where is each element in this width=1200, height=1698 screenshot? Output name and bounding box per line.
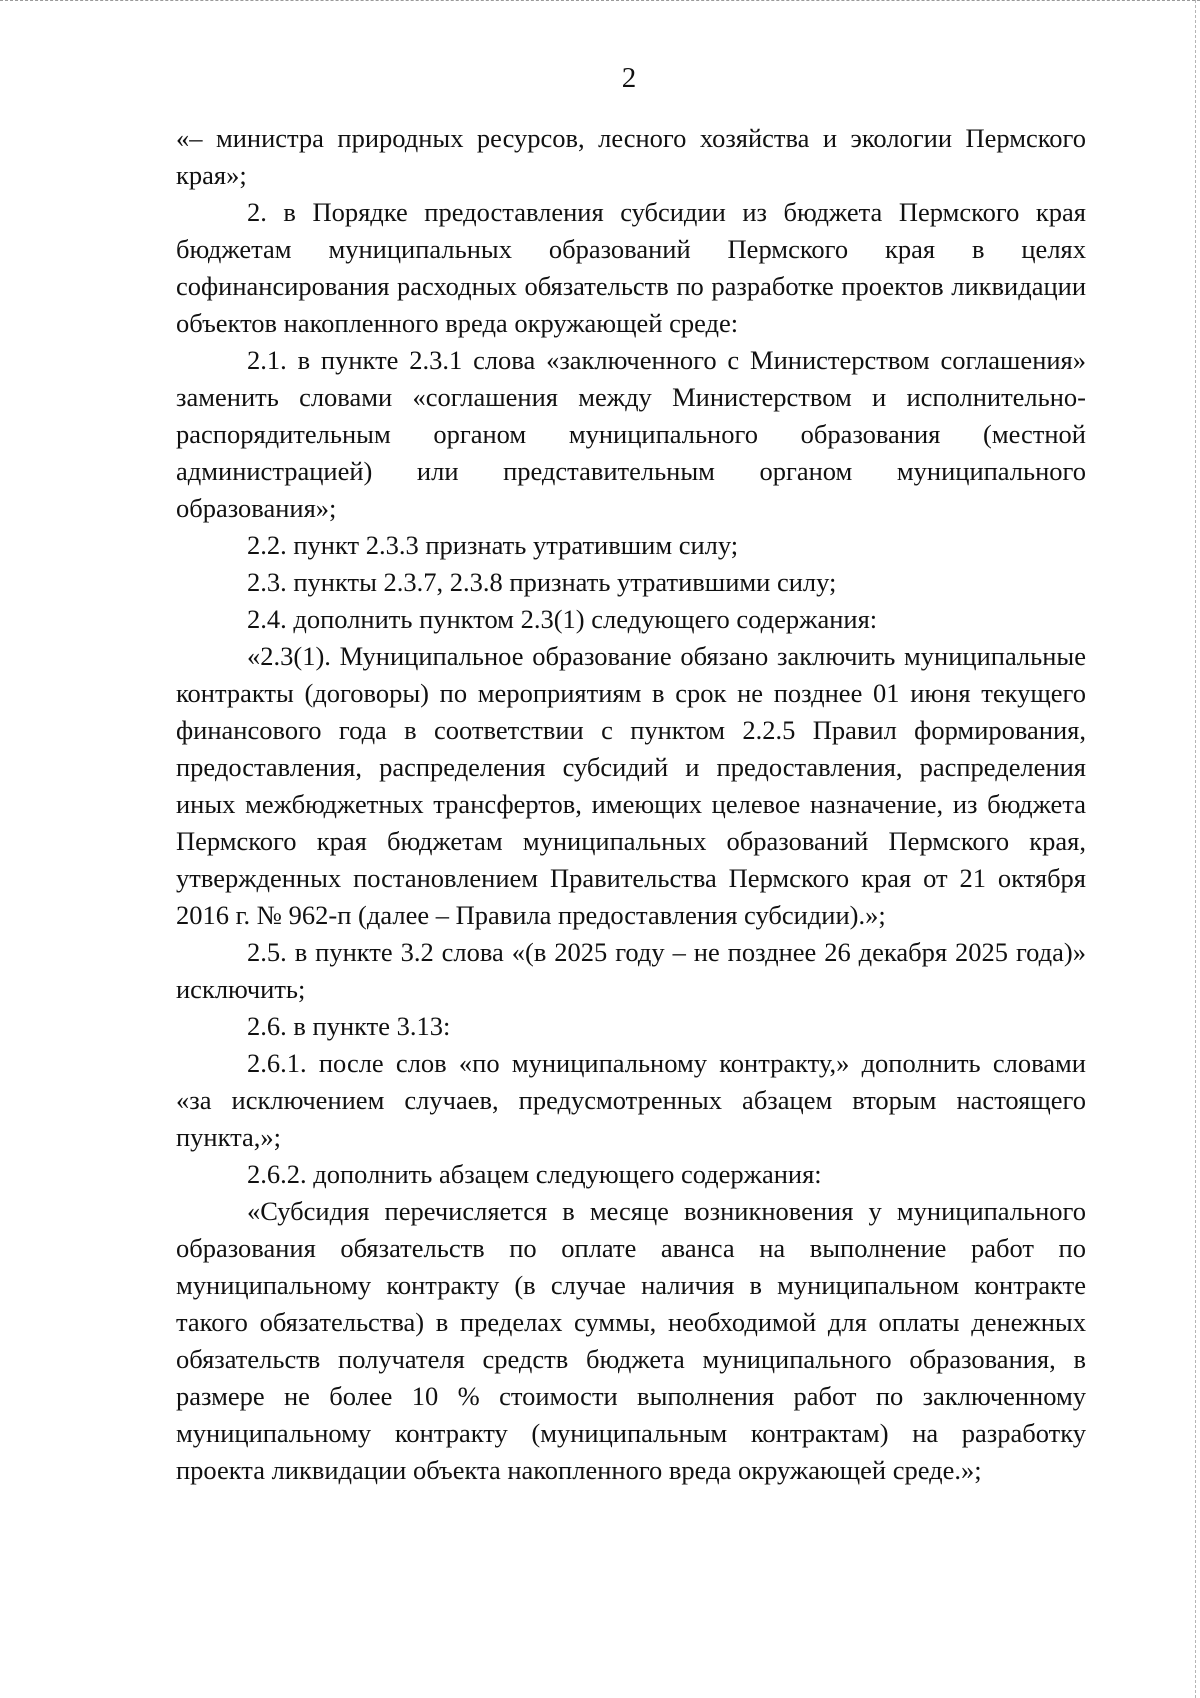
paragraph: 2.6.1. после слов «по муниципальному контракту,» дополнить словами «за исключением случаев, предусмотренных абзацем вторым настоящего пункта,»;: [176, 1048, 1086, 1152]
paragraph: «Субсидия перечисляется в месяце возникновения у муниципального образования обязательств по оплате аванса на выполнение работ по муниципальному контракту (в случае наличия в муниципальном контракте такого обязательства) в пределах суммы, необходимой для оплаты денежных обязательств получателя средств бюджета муниципального образования, в размере не более 10 % стоимости выполнения работ по заключенному муниципальному контракту (муниципальным контрактам) на разработку проекта ликвидации объекта накопленного вреда окружающей среде.»;: [176, 1196, 1086, 1485]
paragraph: 2.6.2. дополнить абзацем следующего содержания:: [247, 1159, 822, 1189]
scan-edge-top: [0, 0, 1200, 3]
paragraph: 2.2. пункт 2.3.3 признать утратившим силу;: [247, 530, 739, 560]
scan-edge-right: [1195, 0, 1196, 1698]
paragraph: 2.6. в пункте 3.13:: [247, 1011, 451, 1041]
paragraph: «2.3(1). Муниципальное образование обязано заключить муниципальные контракты (договоры) по мероприятиям в срок не позднее 01 июня текущего финансового года в соответствии с пунктом 2.2.5 Правил формирования, предоставления, распределения субсидий и предоставления, распределения иных межбюджетных трансфертов, имеющих целевое назначение, из бюджета Пермского края бюджетам муниципальных образований Пермского края, утвержденных постановлением Правительства Пермского края от 21 октября 2016 г. № 962-п (далее – Правила предоставления субсидии).»;: [176, 641, 1086, 930]
document-body: [176, 120, 1086, 1489]
page-number: 2: [621, 62, 637, 94]
paragraph: 2.4. дополнить пунктом 2.3(1) следующего содержания:: [247, 604, 878, 634]
paragraph: «– министра природных ресурсов, лесного хозяйства и экологии Пермского края»;: [176, 123, 1086, 190]
paragraph: 2.1. в пункте 2.3.1 слова «заключенного с Министерством соглашения» заменить словами «соглашения между Министерством и исполнительно-распорядительным органом муниципального образования (местной администрацией) или представительным органом муниципального образования»;: [176, 345, 1086, 523]
paragraph: 2. в Порядке предоставления субсидии из бюджета Пермского края бюджетам муниципальных образований Пермского края в целях софинансирования расходных обязательств по разработке проектов ликвидации объектов накопленного вреда окружающей среде:: [176, 197, 1086, 338]
paragraph: 2.3. пункты 2.3.7, 2.3.8 признать утратившими силу;: [247, 567, 837, 597]
paragraph: 2.5. в пункте 3.2 слова «(в 2025 году – не позднее 26 декабря 2025 года)» исключить;: [176, 937, 1086, 1004]
